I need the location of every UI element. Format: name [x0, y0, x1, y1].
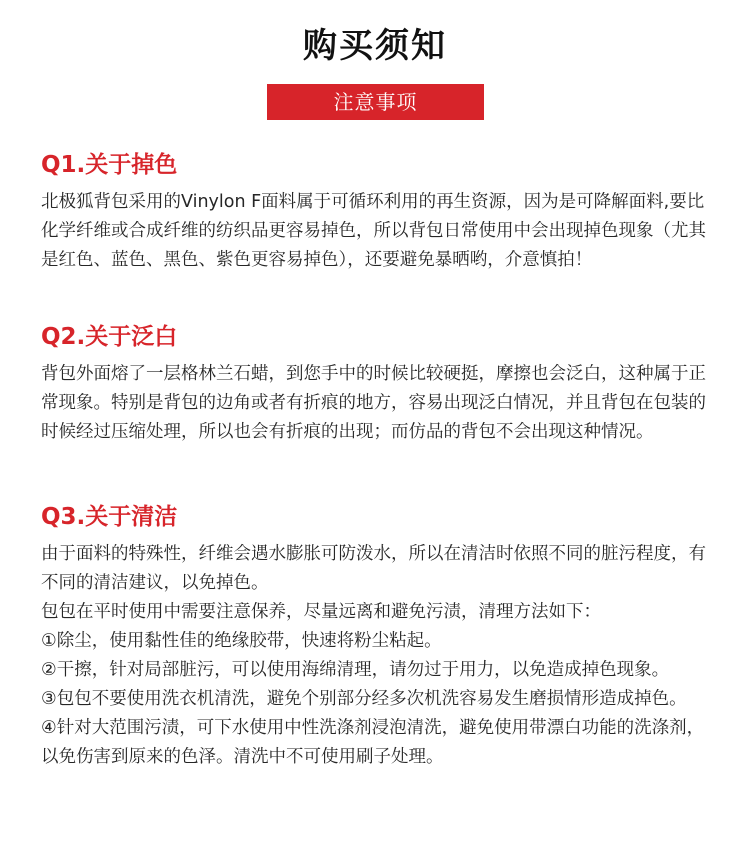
section-paragraph: 包包在平时使用中需要注意保养，尽量远离和避免污渍，清理方法如下：	[41, 602, 601, 622]
section-heading: Q3.关于清洁	[41, 504, 178, 530]
page-title: 购买须知	[303, 26, 447, 66]
section-heading: Q2.关于泛白	[41, 324, 178, 350]
cleaning-step: ④针对大范围污渍，可下水使用中性洗涤剂浸泡清洗，避免使用带漂白功能的洗涤剂，以免伤害到原来的色泽。清洗中不可使用刷子处理。	[41, 718, 705, 767]
notice-banner: 注意事项	[267, 84, 484, 120]
cleaning-step: ①除尘，使用黏性佳的绝缘胶带，快速将粉尘粘起。	[41, 631, 442, 651]
section-heading: Q1.关于掉色	[41, 152, 178, 178]
section-paragraph: 背包外面熔了一层格林兰石蜡，到您手中的时候比较硬挺，摩擦也会泛白，这种属于正常现象。特别是背包的边角或者有折痕的地方，容易出现泛白情况，并且背包在包装的时候经过压缩处理，所以也会有折痕的出现；而仿品的背包不会出现这种情况。	[41, 364, 706, 442]
faq-section-cleaning	[41, 500, 711, 772]
cleaning-step: ③包包不要使用洗衣机清洗，避免个别部分经多次机洗容易发生磨损情形造成掉色。	[41, 689, 687, 709]
faq-section-whitening	[41, 320, 711, 447]
section-paragraph: 北极狐背包采用的Vinylon F面料属于可循环利用的再生资源，因为是可降解面料,要比化学纤维或合成纤维的纺织品更容易掉色，所以背包日常使用中会出现掉色现象（尤其是红色、蓝色、黑色、紫色更容易掉色），还要避免暴晒哟，介意慎拍！	[41, 192, 706, 270]
faq-section-color-fading	[41, 148, 711, 275]
cleaning-step: ②干擦，针对局部脏污，可以使用海绵清理，请勿过于用力，以免造成掉色现象。	[41, 660, 670, 680]
section-paragraph: 由于面料的特殊性，纤维会遇水膨胀可防泼水，所以在清洁时依照不同的脏污程度，有不同的清洁建议，以免掉色。	[41, 544, 706, 593]
